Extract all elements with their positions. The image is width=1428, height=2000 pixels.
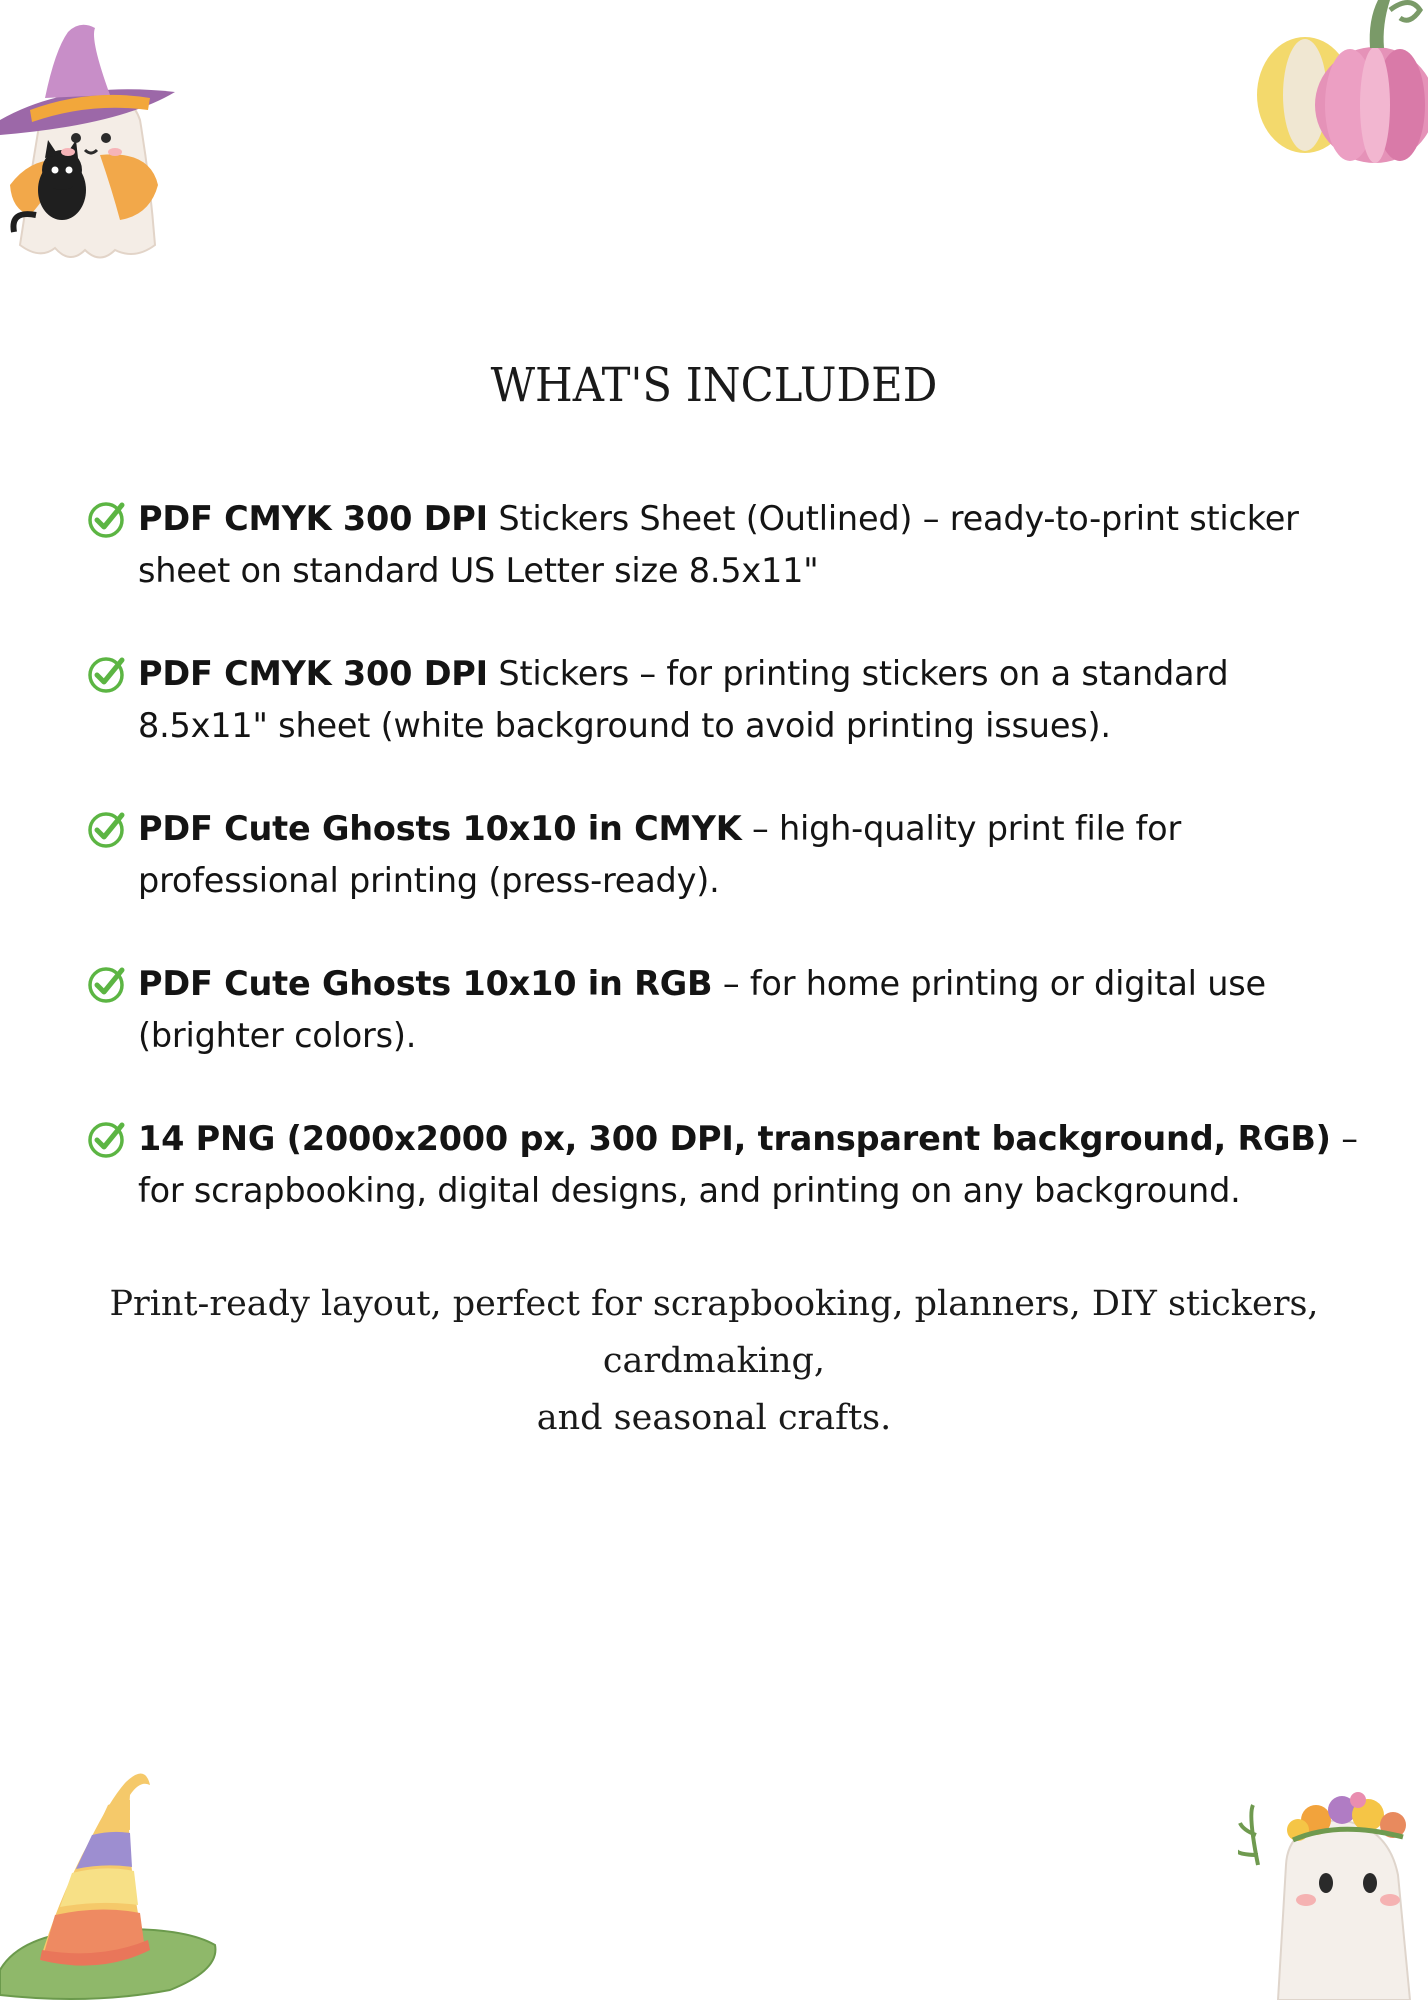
item-text: – for home printing or digital use (brighter colors). xyxy=(138,964,1266,1055)
witch-hat-icon xyxy=(0,1755,220,2000)
check-circle-icon xyxy=(86,1119,126,1159)
item-bold-text: 14 PNG (2000x2000 px, 300 DPI, transparent background, RGB) xyxy=(138,1119,1331,1158)
check-circle-icon xyxy=(86,499,126,539)
item-bold-text: PDF Cute Ghosts 10x10 in CMYK xyxy=(138,809,742,848)
pumpkin-icon xyxy=(1250,0,1428,170)
item-bold-text: PDF CMYK 300 DPI xyxy=(138,499,488,538)
item-text: Stickers – for printing stickers on a standard 8.5x11" sheet (white background to avoid printing issues). xyxy=(138,654,1229,745)
included-list xyxy=(86,493,1366,1268)
check-circle-icon xyxy=(86,964,126,1004)
check-circle-icon xyxy=(86,654,126,694)
footer-line: Print-ready layout, perfect for scrapbooking, planners, DIY stickers, xyxy=(109,1284,1319,1324)
item-text: – high-quality print file for professional printing (press-ready). xyxy=(138,809,1182,900)
item-text: – for scrapbooking, digital designs, and printing on any background. xyxy=(138,1119,1358,1210)
item-bold-text: PDF Cute Ghosts 10x10 in RGB xyxy=(138,964,713,1003)
check-circle-icon xyxy=(86,809,126,849)
list-item xyxy=(86,958,1366,1062)
ghost-flower-crown-icon xyxy=(1238,1775,1428,2000)
item-bold-text: PDF CMYK 300 DPI xyxy=(138,654,488,693)
page-title: WHAT'S INCLUDED xyxy=(490,358,938,413)
ghost-witch-cat-icon xyxy=(0,10,180,270)
list-item xyxy=(86,803,1366,907)
item-text: Stickers Sheet (Outlined) – ready-to-print sticker sheet on standard US Letter size 8.5x11" xyxy=(138,499,1299,590)
list-item xyxy=(86,1113,1366,1217)
footer-line: cardmaking, xyxy=(602,1341,826,1381)
list-item xyxy=(86,648,1366,752)
list-item xyxy=(86,493,1366,597)
footer-text xyxy=(0,1276,1428,1447)
footer-line: and seasonal crafts. xyxy=(536,1398,892,1438)
